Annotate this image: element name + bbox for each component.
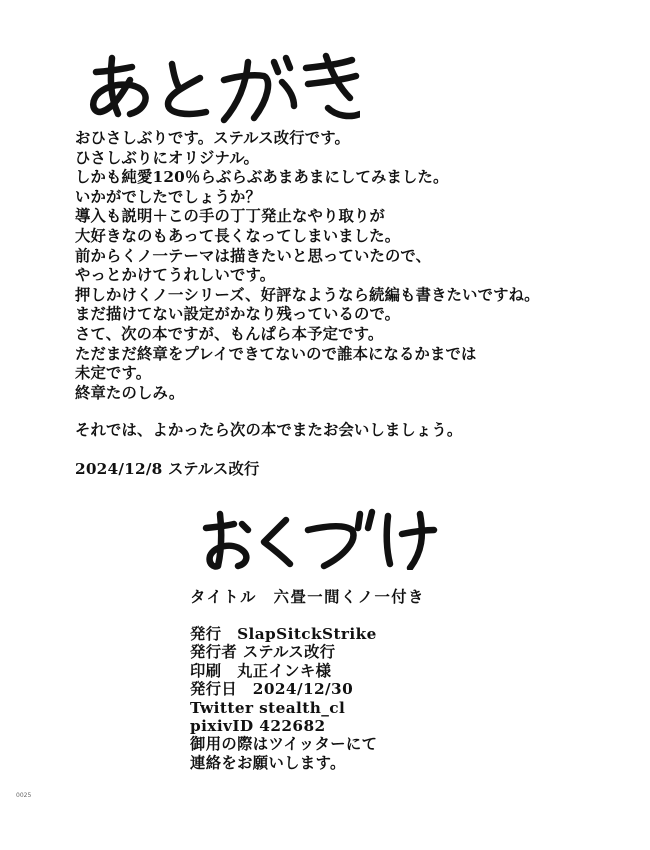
afterword-line: 前からくノ一テーマは描きたいと思っていたので、 xyxy=(75,246,432,265)
colophon-title: タイトル 六畳一間くノ一付き xyxy=(190,588,425,606)
colophon-contact-note: 連絡をお願いします。 xyxy=(190,753,346,772)
colophon-contact-note: 御用の際はツイッターにて xyxy=(190,735,378,754)
colophon-printer: 印刷 丸正インキ様 xyxy=(190,661,332,680)
afterword-line: しかも純愛120％らぶらぶあまあまにしてみました。 xyxy=(75,168,449,187)
colophon-date: 発行日 2024/12/30 xyxy=(190,680,354,699)
page-number: 0025 xyxy=(16,792,32,799)
afterword-closing: それでは、よかったら次の本でまたお会いしましょう。 xyxy=(75,421,463,440)
afterword-line: さて、次の本ですが、もんぱら本予定です。 xyxy=(75,324,384,343)
afterword-line: ただまだ終章をプレイできてないので誰本になるかまでは xyxy=(75,344,477,363)
afterword-line: 未定です。 xyxy=(75,364,152,383)
afterword-line: 導入も説明＋この手の丁丁発止なやり取りが xyxy=(75,207,385,226)
afterword-line: おひさしぶりです。ステルス改行です。 xyxy=(75,129,350,147)
afterword-line: 終章たのしみ。 xyxy=(75,383,185,402)
afterword-body xyxy=(75,129,615,441)
afterword-signature: 2024/12/8 ステルス改行 xyxy=(75,460,260,478)
afterword-line: ひさしぶりにオリジナル。 xyxy=(75,148,259,167)
afterword-heading xyxy=(88,52,360,124)
afterword-line: いかがでしたでしょうか？ xyxy=(75,187,261,206)
paragraph-gap xyxy=(75,403,615,421)
colophon-heading xyxy=(202,508,438,570)
afterword-line: 大好きなのもあって長くなってしまいました。 xyxy=(75,226,401,245)
afterword-line: やっとかけてうれしいです。 xyxy=(75,266,276,285)
colophon-pixiv: pixivID 422682 xyxy=(190,717,326,736)
afterword-line: まだ描けてない設定がかなり残っているので。 xyxy=(75,305,401,324)
colophon-list xyxy=(190,625,377,772)
colophon-author: 発行者 ステルス改行 xyxy=(190,643,336,662)
colophon-publisher: 発行 SlapSitckStrike xyxy=(190,625,377,643)
afterword-line: 押しかけくノ一シリーズ、好評なようなら続編も書きたいですね。 xyxy=(75,285,540,304)
colophon-twitter: Twitter stealth_cl xyxy=(190,698,346,717)
